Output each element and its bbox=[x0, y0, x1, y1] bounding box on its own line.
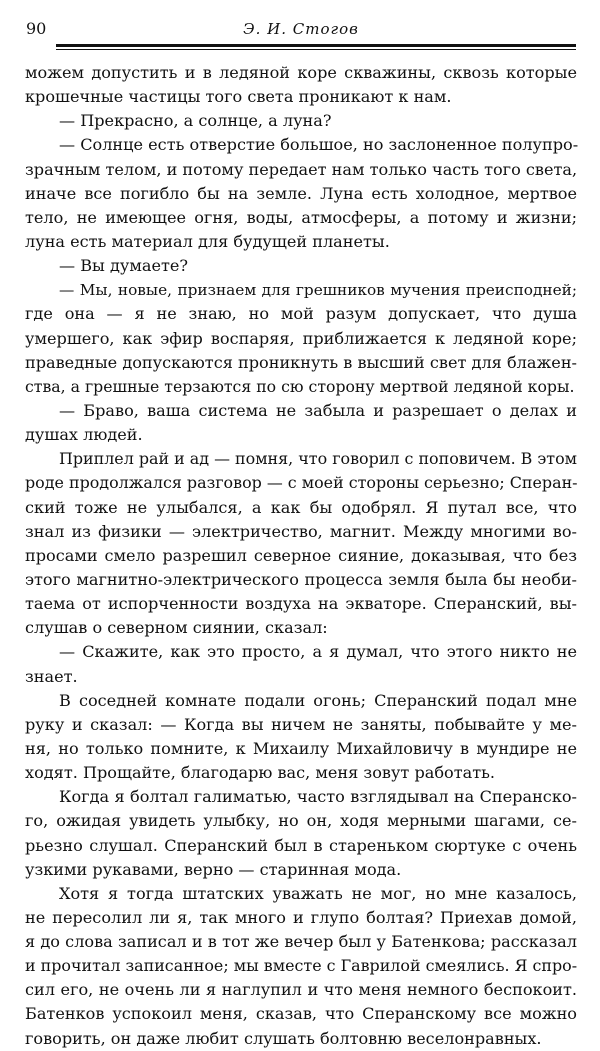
header-rule-thick bbox=[56, 44, 576, 47]
text-line: просами смело разрешил северное сияние, доказывая, что без bbox=[25, 545, 577, 565]
text-line: знал из физики — электричество, магнит. Между многими во- bbox=[25, 521, 577, 541]
text-line: — Прекрасно, а солнце, а луна? bbox=[59, 111, 332, 131]
body-text bbox=[25, 61, 577, 1051]
text-line: можем допустить и в ледяной коре скважины, сквозь которые bbox=[25, 63, 577, 82]
page-header bbox=[26, 18, 576, 42]
text-line: не пересолил ли я, так много и глупо болтая? Приехав домой, bbox=[25, 907, 577, 927]
text-line: В соседней комнате подали огонь; Сперанский подал мне bbox=[59, 690, 577, 710]
header-rule-thin bbox=[56, 49, 576, 50]
text-line: говорить, он даже любит слушать болтовню веселонравных. bbox=[25, 1028, 542, 1048]
text-line: крошечные частицы того света проникают к нам. bbox=[25, 87, 452, 107]
text-line: Приплел рай и ад — помня, что говорил с поповичем. В этом bbox=[59, 449, 578, 469]
text-line: умершего, как эфир воспаряя, приближается к ледяной коре; bbox=[25, 328, 577, 348]
text-line: — Браво, ваша система не забыла и разрешает о делах и bbox=[59, 400, 577, 420]
text-line: сил его, не очень ли я наглупил и что меня немного беспокоит. bbox=[25, 980, 577, 1000]
text-line: луна есть материал для будущей планеты. bbox=[25, 231, 390, 251]
text-line: узкими рукавами, верно — старинная мода. bbox=[25, 859, 402, 879]
text-line: душах людей. bbox=[25, 425, 143, 445]
text-line: таема от испорченности воздуха на экваторе. Сперанский, вы- bbox=[25, 594, 577, 614]
text-line: и прочитал записанное; мы вместе с Гаврилой смеялись. Я спро- bbox=[25, 956, 578, 976]
text-line: тело, не имеющее огня, воды, атмосферы, а потому и жизни; bbox=[25, 207, 577, 227]
text-line: иначе все погибло бы на земле. Луна есть холодное, мертвое bbox=[25, 183, 577, 203]
text-line: ходят. Прощайте, благодарю вас, меня зовут работать. bbox=[25, 763, 496, 783]
text-line: слушав о северном сиянии, сказал: bbox=[25, 618, 328, 638]
text-line: я до слова записал и в тот же вечер был у Батенкова; рассказал bbox=[25, 932, 577, 952]
text-line: где она — я не знаю, но мой разум допускает, что душа bbox=[25, 304, 577, 324]
running-head: Э. И. Стогов bbox=[243, 20, 359, 38]
text-line: руку и сказал: — Когда вы ничем не заняты, побывайте у ме- bbox=[25, 714, 577, 734]
text-line: рьезно слушал. Сперанский был в старенькoм сюртуке с очень bbox=[25, 835, 577, 855]
text-line: праведные допускаются проникнуть в высший свет для блажен- bbox=[25, 352, 577, 372]
text-line: Когда я болтал галиматью, часто взглядывал на Сперанско- bbox=[59, 787, 577, 807]
text-line: го, ожидая увидеть улыбку, но он, ходя мерными шагами, се- bbox=[25, 811, 577, 831]
text-line: — Вы думаете? bbox=[59, 256, 189, 276]
text-line: ня, но только помните, к Михаилу Михайловичу в мундире не bbox=[25, 738, 577, 758]
text-line: зрачным телом, и потому передает нам только часть того света, bbox=[25, 159, 578, 179]
text-line: ства, а грешные терзаются по сю сторону мертвой ледяной коры. bbox=[25, 376, 575, 396]
text-line: ский тоже не улыбался, а как бы одобрял. Я путал все, что bbox=[25, 497, 577, 517]
page-number: 90 bbox=[26, 19, 47, 38]
text-line: знает. bbox=[25, 666, 78, 686]
text-line: — Мы, новые, признаем для грешников мучения преисподней; bbox=[59, 281, 577, 300]
text-line: — Солнце есть отверстие большое, но заслоненное полупро- bbox=[59, 135, 579, 155]
text-line: Хотя я тогда штатских уважать не мог, но мне казалось, bbox=[59, 883, 577, 903]
text-line: Батенков успокоил меня, сказав, что Сперанскому все можно bbox=[25, 1004, 577, 1024]
text-line: этого магнитно-электрического процесса земля была бы необи- bbox=[25, 569, 577, 589]
text-line: роде продолжался разговор — с моей стороны серьезно; Сперан- bbox=[25, 473, 578, 493]
text-line: — Скажите, как это просто, а я думал, что этого никто не bbox=[59, 642, 577, 662]
